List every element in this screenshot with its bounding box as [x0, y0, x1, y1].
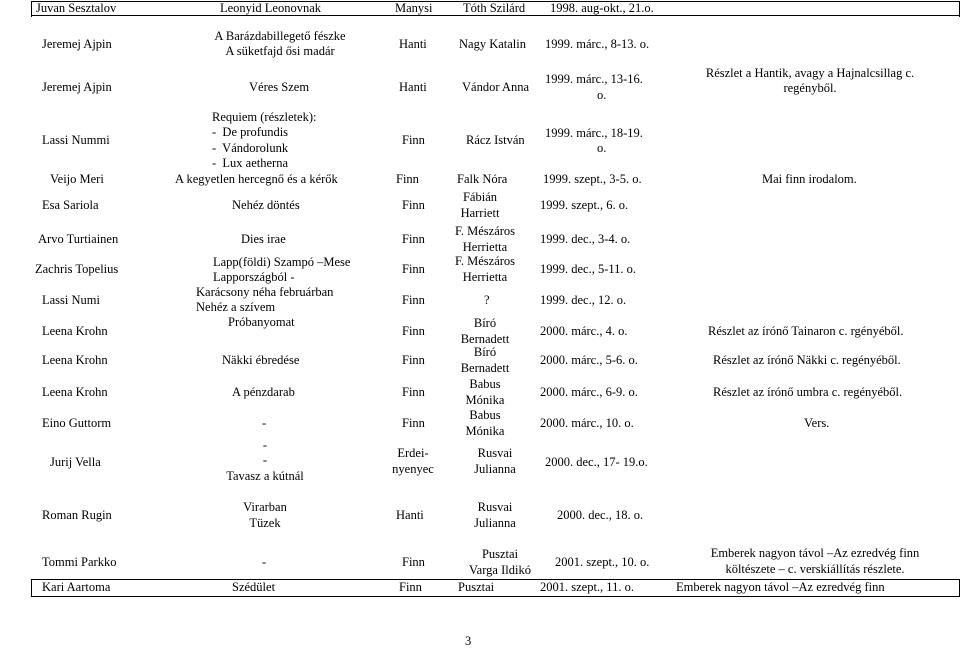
language-cell: Finn	[402, 198, 425, 212]
author-cell: Lassi Nummi	[42, 133, 110, 147]
language-cell: Manysi	[395, 1, 433, 15]
translator-cell: Babus	[469, 377, 501, 391]
title-cell: Tavasz a kútnál	[226, 469, 304, 483]
translator-cell: Julianna	[474, 516, 516, 530]
translator-cell: Bíró	[473, 345, 497, 359]
note-cell: Részlet a Hantik, avagy a Hajnalcsillag c.	[705, 66, 915, 80]
author-cell: Arvo Turtiainen	[38, 232, 119, 246]
title-cell: -	[262, 555, 267, 569]
translator-cell: Pusztai	[481, 547, 519, 561]
language-cell: Hanti	[399, 37, 427, 51]
language-cell: Finn	[402, 133, 425, 147]
note-cell: Mai finn irodalom.	[762, 172, 857, 186]
author-cell: Jeremej Ajpin	[42, 37, 112, 51]
author-cell: Tommi Parkko	[42, 555, 117, 569]
title-cell: A süketfajd ősi madár	[225, 44, 335, 58]
title-cell: - Vándorolunk	[212, 141, 289, 155]
note-cell: Részlet az írónő Näkki c. regényéből.	[713, 353, 901, 367]
author-cell: Juvan Sesztalov	[36, 1, 117, 15]
date-cell: o.	[597, 88, 607, 102]
date-cell: 1999. szept., 3-5. o.	[543, 172, 642, 186]
date-cell: 1999. szept., 6. o.	[540, 198, 629, 212]
title-cell: -	[262, 438, 268, 452]
translator-cell: F. Mészáros	[454, 254, 516, 268]
author-cell: Jeremej Ajpin	[42, 80, 112, 94]
title-cell: A pénzdarab	[232, 385, 295, 399]
date-cell: 2001. szept., 11. o.	[540, 580, 634, 594]
note-cell: Emberek nagyon távol –Az ezredvég finn	[710, 546, 920, 560]
title-cell: Dies irae	[241, 232, 286, 246]
language-cell: Finn	[402, 416, 425, 430]
language-cell: Finn	[402, 324, 425, 338]
title-cell: Leonyid Leonovnak	[220, 1, 322, 15]
author-cell: Jurij Vella	[50, 455, 101, 469]
translator-cell: F. Mészáros	[454, 224, 516, 238]
translator-cell: Bíró	[473, 316, 497, 330]
date-cell: 2000. dec., 18. o.	[557, 508, 644, 522]
note-cell: költészete – c. verskiállítás részlete.	[725, 562, 905, 576]
translator-cell: Falk Nóra	[457, 172, 508, 186]
translator-cell: Julianna	[474, 462, 516, 476]
title-cell: A Barázdabillegető fészke	[214, 29, 346, 43]
title-cell: Lappországból -	[213, 270, 295, 284]
author-cell: Eino Guttorm	[42, 416, 112, 430]
title-cell: Szédület	[232, 580, 276, 594]
translator-cell: Herrietta	[462, 240, 508, 254]
language-cell: Finn	[402, 293, 425, 307]
note-cell: Emberek nagyon távol –Az ezredvég finn	[676, 580, 885, 594]
date-cell: 1999. dec., 3-4. o.	[540, 232, 631, 246]
date-cell: 1999. dec., 12. o.	[540, 293, 627, 307]
rule	[31, 1, 32, 17]
date-cell: o.	[597, 141, 607, 155]
title-cell: - De profundis	[212, 125, 289, 139]
date-cell: 1998. aug-okt., 21.o.	[550, 1, 654, 15]
title-cell: Requiem (részletek):	[212, 110, 317, 124]
language-cell: Finn	[396, 172, 419, 186]
date-cell: 2000. márc., 6-9. o.	[540, 385, 638, 399]
translator-cell: Varga Ildikó	[469, 563, 531, 577]
rule	[31, 596, 959, 597]
author-cell: Kari Aartoma	[42, 580, 111, 594]
language-cell: Finn	[402, 353, 425, 367]
language-cell: Hanti	[399, 80, 427, 94]
translator-cell: Pusztai	[458, 580, 495, 594]
title-cell: Nehéz a szívem	[196, 300, 276, 314]
title-cell: Próbanyomat	[228, 315, 295, 329]
date-cell: 1999. márc., 8-13. o.	[545, 37, 650, 51]
translator-cell: Fábián	[462, 190, 498, 204]
translator-cell: Harriett	[460, 206, 500, 220]
translator-cell: Nagy Katalin	[459, 37, 526, 51]
language-cell: nyenyec	[392, 462, 434, 476]
date-cell: 1999. márc., 13-16.	[545, 72, 643, 86]
translator-cell: Bernadett	[460, 361, 510, 375]
author-cell: Lassi Numi	[42, 293, 100, 307]
author-cell: Leena Krohn	[42, 385, 108, 399]
author-cell: Veijo Meri	[50, 172, 104, 186]
translator-cell: Rusvai	[477, 500, 513, 514]
note-cell: Vers.	[804, 416, 830, 430]
translator-cell: ?	[484, 293, 490, 307]
language-cell: Finn	[402, 262, 425, 276]
page-number: 3	[465, 634, 472, 648]
date-cell: 2000. márc., 4. o.	[540, 324, 628, 338]
translator-cell: Mónika	[465, 393, 505, 407]
date-cell: 2000. márc., 5-6. o.	[540, 353, 638, 367]
title-cell: -	[262, 453, 268, 467]
title-cell: Tüzek	[249, 516, 281, 530]
translator-cell: Bernadett	[460, 332, 510, 346]
language-cell: Hanti	[396, 508, 424, 522]
title-cell: Lapp(földi) Szampó –Mese	[213, 255, 351, 269]
translator-cell: Mónika	[465, 424, 505, 438]
rule	[31, 579, 32, 597]
author-cell: Roman Rugin	[42, 508, 112, 522]
author-cell: Esa Sariola	[42, 198, 99, 212]
title-cell: Näkki ébredése	[222, 353, 300, 367]
note-cell: Részlet az írónő umbra c. regényéből.	[713, 385, 903, 399]
author-cell: Leena Krohn	[42, 353, 108, 367]
title-cell: Nehéz döntés	[232, 198, 300, 212]
translator-cell: Babus	[469, 408, 501, 422]
title-cell: A kegyetlen hercegnő és a kérők	[175, 172, 338, 186]
translator-cell: Rácz István	[466, 133, 525, 147]
translator-cell: Vándor Anna	[462, 80, 529, 94]
title-cell: Véres Szem	[249, 80, 310, 94]
date-cell: 2001. szept., 10. o.	[555, 555, 650, 569]
date-cell: 2000. dec., 17- 19.o.	[545, 455, 648, 469]
title-cell: - Lux aetherna	[212, 156, 289, 170]
date-cell: 1999. dec., 5-11. o.	[540, 262, 637, 276]
language-cell: Finn	[402, 232, 425, 246]
title-cell: Virarban	[243, 500, 287, 514]
language-cell: Erdei-	[397, 446, 429, 460]
language-cell: Finn	[402, 385, 425, 399]
author-cell: Leena Krohn	[42, 324, 108, 338]
title-cell: -	[262, 416, 267, 430]
note-cell: Részlet az írónő Tainaron c. rgényéből.	[708, 324, 904, 338]
translator-cell: Rusvai	[477, 446, 513, 460]
title-cell: Karácsony néha februárban	[196, 285, 334, 299]
author-cell: Zachris Topelius	[35, 262, 119, 276]
note-cell: regényből.	[783, 81, 837, 95]
language-cell: Finn	[402, 555, 425, 569]
date-cell: 2000. márc., 10. o.	[540, 416, 634, 430]
translator-cell: Herrietta	[462, 270, 508, 284]
date-cell: 1999. márc., 18-19.	[545, 126, 643, 140]
translator-cell: Tóth Szilárd	[463, 1, 526, 15]
language-cell: Finn	[399, 580, 422, 594]
